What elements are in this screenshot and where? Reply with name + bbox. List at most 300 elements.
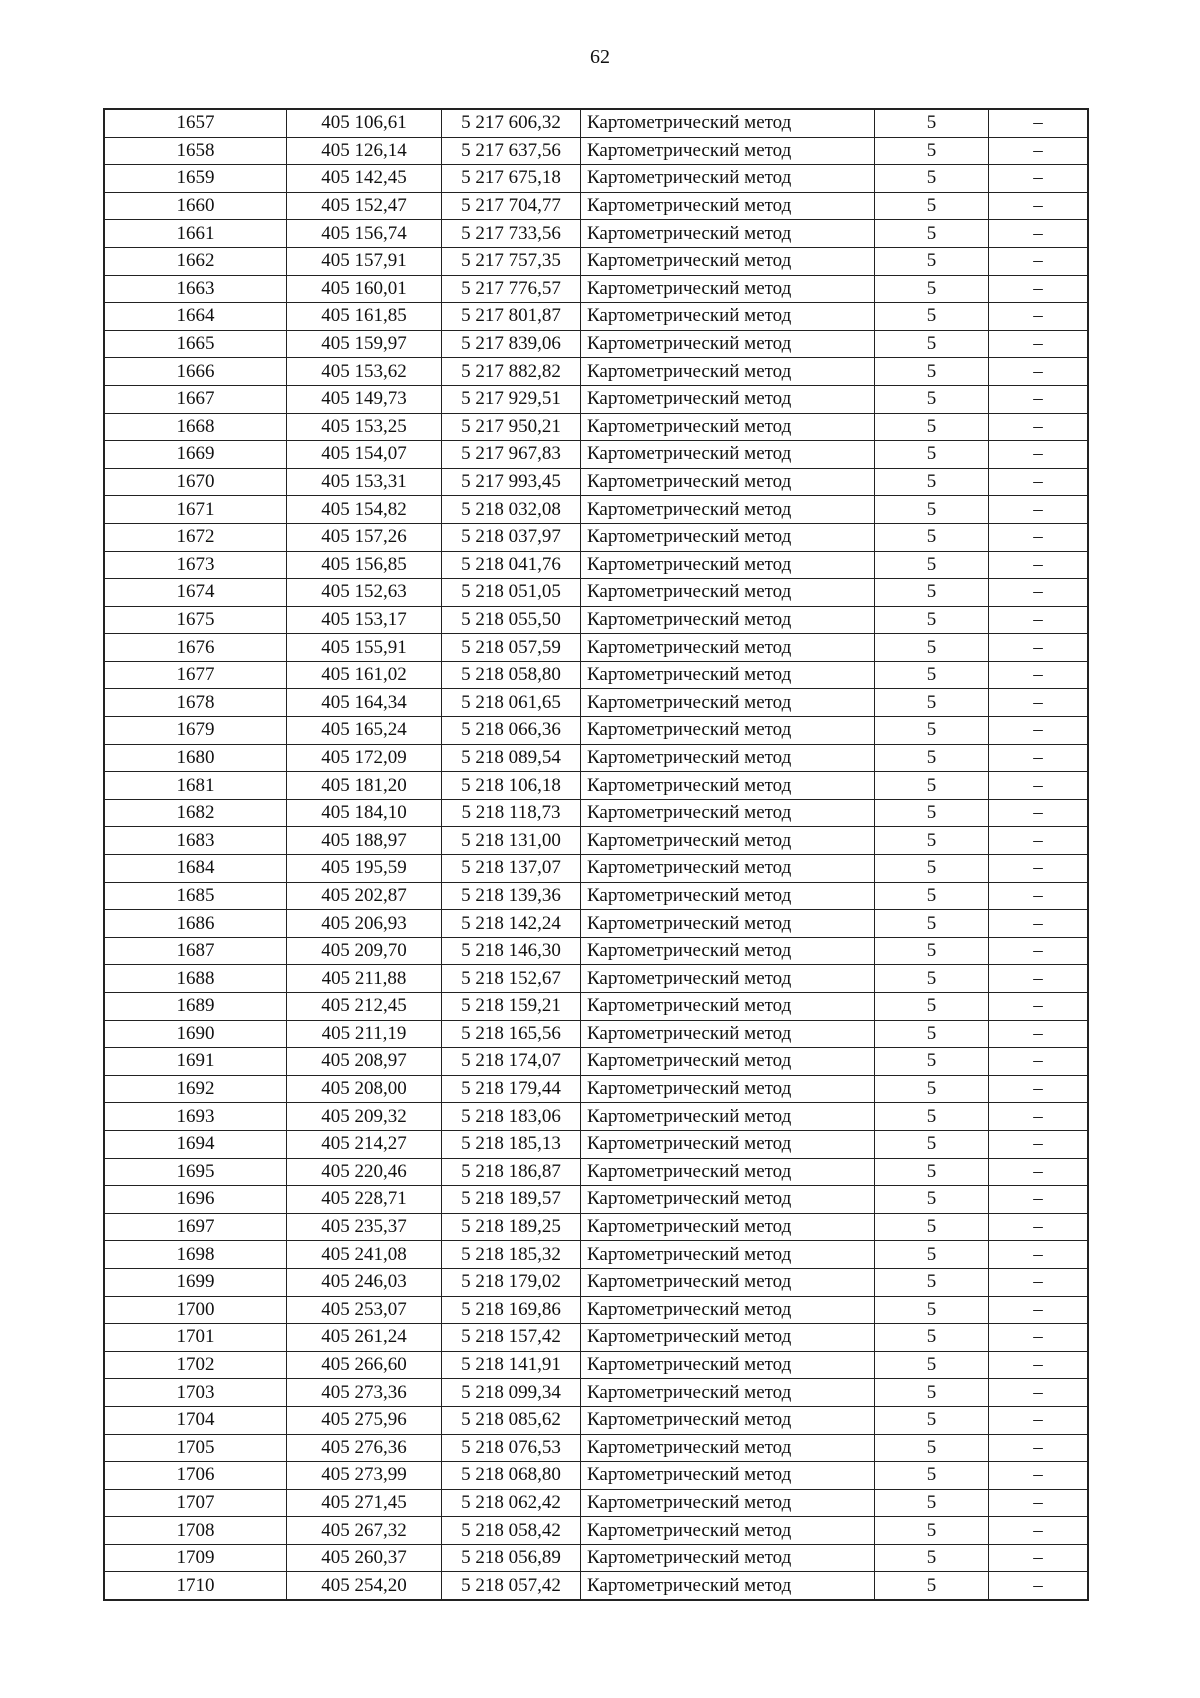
x-coordinate-cell: 405 126,14: [287, 137, 442, 165]
table-row: [104, 1406, 1088, 1434]
accuracy-cell: 5: [875, 937, 989, 965]
point-number-cell: 1699: [104, 1268, 287, 1296]
method-cell: Картометрический метод: [581, 799, 875, 827]
description-cell: –: [989, 1296, 1089, 1324]
table-row: [104, 1517, 1088, 1545]
method-cell: Картометрический метод: [581, 910, 875, 938]
table-row: [104, 1572, 1088, 1600]
x-coordinate-cell: 405 254,20: [287, 1572, 442, 1600]
point-number-cell: 1697: [104, 1213, 287, 1241]
description-cell: –: [989, 1075, 1089, 1103]
x-coordinate-cell: 405 276,36: [287, 1434, 442, 1462]
accuracy-cell: 5: [875, 717, 989, 745]
table-row: [104, 606, 1088, 634]
y-coordinate-cell: 5 218 142,24: [442, 910, 581, 938]
x-coordinate-cell: 405 208,97: [287, 1048, 442, 1076]
point-number-cell: 1692: [104, 1075, 287, 1103]
accuracy-cell: 5: [875, 1434, 989, 1462]
y-coordinate-cell: 5 218 165,56: [442, 1020, 581, 1048]
y-coordinate-cell: 5 218 062,42: [442, 1489, 581, 1517]
x-coordinate-cell: 405 220,46: [287, 1158, 442, 1186]
point-number-cell: 1677: [104, 661, 287, 689]
x-coordinate-cell: 405 154,07: [287, 441, 442, 469]
accuracy-cell: 5: [875, 1379, 989, 1407]
description-cell: –: [989, 1324, 1089, 1352]
table-row: [104, 1158, 1088, 1186]
point-number-cell: 1663: [104, 275, 287, 303]
point-number-cell: 1691: [104, 1048, 287, 1076]
y-coordinate-cell: 5 218 076,53: [442, 1434, 581, 1462]
point-number-cell: 1701: [104, 1324, 287, 1352]
accuracy-cell: 5: [875, 330, 989, 358]
method-cell: Картометрический метод: [581, 661, 875, 689]
description-cell: –: [989, 1544, 1089, 1572]
table-row: [104, 1379, 1088, 1407]
description-cell: –: [989, 579, 1089, 607]
point-number-cell: 1664: [104, 303, 287, 331]
point-number-cell: 1657: [104, 109, 287, 137]
description-cell: –: [989, 1241, 1089, 1269]
description-cell: –: [989, 937, 1089, 965]
method-cell: Картометрический метод: [581, 855, 875, 883]
point-number-cell: 1689: [104, 993, 287, 1021]
description-cell: –: [989, 882, 1089, 910]
table-row: [104, 689, 1088, 717]
description-cell: –: [989, 1462, 1089, 1490]
y-coordinate-cell: 5 218 179,02: [442, 1268, 581, 1296]
description-cell: –: [989, 413, 1089, 441]
accuracy-cell: 5: [875, 441, 989, 469]
accuracy-cell: 5: [875, 993, 989, 1021]
method-cell: Картометрический метод: [581, 385, 875, 413]
y-coordinate-cell: 5 217 637,56: [442, 137, 581, 165]
accuracy-cell: 5: [875, 1351, 989, 1379]
x-coordinate-cell: 405 211,88: [287, 965, 442, 993]
x-coordinate-cell: 405 211,19: [287, 1020, 442, 1048]
method-cell: Картометрический метод: [581, 441, 875, 469]
table-row: [104, 1434, 1088, 1462]
description-cell: –: [989, 1213, 1089, 1241]
x-coordinate-cell: 405 153,17: [287, 606, 442, 634]
method-cell: Картометрический метод: [581, 1103, 875, 1131]
description-cell: –: [989, 1268, 1089, 1296]
table-row: [104, 165, 1088, 193]
accuracy-cell: 5: [875, 1158, 989, 1186]
table-row: [104, 855, 1088, 883]
table-row: [104, 1020, 1088, 1048]
x-coordinate-cell: 405 159,97: [287, 330, 442, 358]
accuracy-cell: 5: [875, 385, 989, 413]
x-coordinate-cell: 405 235,37: [287, 1213, 442, 1241]
x-coordinate-cell: 405 156,74: [287, 220, 442, 248]
x-coordinate-cell: 405 206,93: [287, 910, 442, 938]
table-row: [104, 468, 1088, 496]
description-cell: –: [989, 1351, 1089, 1379]
accuracy-cell: 5: [875, 496, 989, 524]
accuracy-cell: 5: [875, 1020, 989, 1048]
x-coordinate-cell: 405 157,91: [287, 247, 442, 275]
point-number-cell: 1696: [104, 1186, 287, 1214]
x-coordinate-cell: 405 152,47: [287, 192, 442, 220]
table-row: [104, 717, 1088, 745]
x-coordinate-cell: 405 149,73: [287, 385, 442, 413]
description-cell: –: [989, 606, 1089, 634]
description-cell: –: [989, 717, 1089, 745]
x-coordinate-cell: 405 273,99: [287, 1462, 442, 1490]
y-coordinate-cell: 5 218 055,50: [442, 606, 581, 634]
table-row: [104, 1241, 1088, 1269]
method-cell: Картометрический метод: [581, 1186, 875, 1214]
x-coordinate-cell: 405 153,25: [287, 413, 442, 441]
point-number-cell: 1693: [104, 1103, 287, 1131]
x-coordinate-cell: 405 156,85: [287, 551, 442, 579]
y-coordinate-cell: 5 218 174,07: [442, 1048, 581, 1076]
table-row: [104, 1544, 1088, 1572]
method-cell: Картометрический метод: [581, 1158, 875, 1186]
method-cell: Картометрический метод: [581, 358, 875, 386]
description-cell: –: [989, 303, 1089, 331]
method-cell: Картометрический метод: [581, 496, 875, 524]
description-cell: –: [989, 1489, 1089, 1517]
y-coordinate-cell: 5 218 185,13: [442, 1130, 581, 1158]
method-cell: Картометрический метод: [581, 1324, 875, 1352]
accuracy-cell: 5: [875, 1048, 989, 1076]
point-number-cell: 1661: [104, 220, 287, 248]
description-cell: –: [989, 634, 1089, 662]
point-number-cell: 1659: [104, 165, 287, 193]
description-cell: –: [989, 689, 1089, 717]
method-cell: Картометрический метод: [581, 1434, 875, 1462]
accuracy-cell: 5: [875, 275, 989, 303]
accuracy-cell: 5: [875, 523, 989, 551]
point-number-cell: 1698: [104, 1241, 287, 1269]
description-cell: –: [989, 330, 1089, 358]
x-coordinate-cell: 405 106,61: [287, 109, 442, 137]
x-coordinate-cell: 405 202,87: [287, 882, 442, 910]
method-cell: Картометрический метод: [581, 579, 875, 607]
y-coordinate-cell: 5 218 058,42: [442, 1517, 581, 1545]
table-row: [104, 1268, 1088, 1296]
y-coordinate-cell: 5 218 186,87: [442, 1158, 581, 1186]
accuracy-cell: 5: [875, 468, 989, 496]
point-number-cell: 1684: [104, 855, 287, 883]
description-cell: –: [989, 855, 1089, 883]
method-cell: Картометрический метод: [581, 1572, 875, 1600]
method-cell: Картометрический метод: [581, 772, 875, 800]
point-number-cell: 1705: [104, 1434, 287, 1462]
description-cell: –: [989, 385, 1089, 413]
table-row: [104, 965, 1088, 993]
y-coordinate-cell: 5 218 139,36: [442, 882, 581, 910]
method-cell: Картометрический метод: [581, 247, 875, 275]
description-cell: –: [989, 1048, 1089, 1076]
y-coordinate-cell: 5 217 967,83: [442, 441, 581, 469]
method-cell: Картометрический метод: [581, 109, 875, 137]
method-cell: Картометрический метод: [581, 1241, 875, 1269]
accuracy-cell: 5: [875, 413, 989, 441]
y-coordinate-cell: 5 218 179,44: [442, 1075, 581, 1103]
accuracy-cell: 5: [875, 1544, 989, 1572]
x-coordinate-cell: 405 161,02: [287, 661, 442, 689]
table-row: [104, 579, 1088, 607]
table-row: [104, 551, 1088, 579]
description-cell: –: [989, 1186, 1089, 1214]
method-cell: Картометрический метод: [581, 1268, 875, 1296]
x-coordinate-cell: 405 184,10: [287, 799, 442, 827]
table-row: [104, 744, 1088, 772]
method-cell: Картометрический метод: [581, 1379, 875, 1407]
point-number-cell: 1672: [104, 523, 287, 551]
description-cell: –: [989, 827, 1089, 855]
method-cell: Картометрический метод: [581, 1020, 875, 1048]
x-coordinate-cell: 405 161,85: [287, 303, 442, 331]
point-number-cell: 1708: [104, 1517, 287, 1545]
y-coordinate-cell: 5 218 037,97: [442, 523, 581, 551]
accuracy-cell: 5: [875, 772, 989, 800]
point-number-cell: 1710: [104, 1572, 287, 1600]
y-coordinate-cell: 5 218 169,86: [442, 1296, 581, 1324]
method-cell: Картометрический метод: [581, 137, 875, 165]
x-coordinate-cell: 405 246,03: [287, 1268, 442, 1296]
point-number-cell: 1695: [104, 1158, 287, 1186]
description-cell: –: [989, 1103, 1089, 1131]
description-cell: –: [989, 468, 1089, 496]
y-coordinate-cell: 5 217 839,06: [442, 330, 581, 358]
method-cell: Картометрический метод: [581, 1544, 875, 1572]
accuracy-cell: 5: [875, 882, 989, 910]
method-cell: Картометрический метод: [581, 1462, 875, 1490]
method-cell: Картометрический метод: [581, 634, 875, 662]
table-row: [104, 303, 1088, 331]
description-cell: –: [989, 1434, 1089, 1462]
x-coordinate-cell: 405 208,00: [287, 1075, 442, 1103]
table-row: [104, 358, 1088, 386]
y-coordinate-cell: 5 217 950,21: [442, 413, 581, 441]
y-coordinate-cell: 5 217 704,77: [442, 192, 581, 220]
y-coordinate-cell: 5 218 146,30: [442, 937, 581, 965]
point-number-cell: 1683: [104, 827, 287, 855]
accuracy-cell: 5: [875, 1103, 989, 1131]
method-cell: Картометрический метод: [581, 1406, 875, 1434]
accuracy-cell: 5: [875, 303, 989, 331]
table-row: [104, 220, 1088, 248]
y-coordinate-cell: 5 218 189,57: [442, 1186, 581, 1214]
y-coordinate-cell: 5 218 032,08: [442, 496, 581, 524]
table-row: [104, 441, 1088, 469]
table-row: [104, 937, 1088, 965]
point-number-cell: 1687: [104, 937, 287, 965]
description-cell: –: [989, 1572, 1089, 1600]
table-row: [104, 109, 1088, 137]
table-row: [104, 882, 1088, 910]
point-number-cell: 1679: [104, 717, 287, 745]
point-number-cell: 1662: [104, 247, 287, 275]
table-row: [104, 634, 1088, 662]
accuracy-cell: 5: [875, 1241, 989, 1269]
point-number-cell: 1688: [104, 965, 287, 993]
accuracy-cell: 5: [875, 1296, 989, 1324]
x-coordinate-cell: 405 261,24: [287, 1324, 442, 1352]
accuracy-cell: 5: [875, 1517, 989, 1545]
y-coordinate-cell: 5 217 733,56: [442, 220, 581, 248]
x-coordinate-cell: 405 212,45: [287, 993, 442, 1021]
method-cell: Картометрический метод: [581, 1351, 875, 1379]
y-coordinate-cell: 5 218 099,34: [442, 1379, 581, 1407]
table-row: [104, 1213, 1088, 1241]
y-coordinate-cell: 5 218 137,07: [442, 855, 581, 883]
x-coordinate-cell: 405 165,24: [287, 717, 442, 745]
point-number-cell: 1669: [104, 441, 287, 469]
x-coordinate-cell: 405 214,27: [287, 1130, 442, 1158]
description-cell: –: [989, 137, 1089, 165]
y-coordinate-cell: 5 218 152,67: [442, 965, 581, 993]
description-cell: –: [989, 799, 1089, 827]
x-coordinate-cell: 405 160,01: [287, 275, 442, 303]
y-coordinate-cell: 5 218 185,32: [442, 1241, 581, 1269]
table-row: [104, 1351, 1088, 1379]
method-cell: Картометрический метод: [581, 717, 875, 745]
y-coordinate-cell: 5 218 056,89: [442, 1544, 581, 1572]
table-row: [104, 523, 1088, 551]
accuracy-cell: 5: [875, 1268, 989, 1296]
y-coordinate-cell: 5 217 801,87: [442, 303, 581, 331]
y-coordinate-cell: 5 218 051,05: [442, 579, 581, 607]
method-cell: Картометрический метод: [581, 993, 875, 1021]
table-row: [104, 192, 1088, 220]
x-coordinate-cell: 405 188,97: [287, 827, 442, 855]
description-cell: –: [989, 1406, 1089, 1434]
method-cell: Картометрический метод: [581, 1048, 875, 1076]
y-coordinate-cell: 5 218 058,80: [442, 661, 581, 689]
y-coordinate-cell: 5 218 085,62: [442, 1406, 581, 1434]
x-coordinate-cell: 405 271,45: [287, 1489, 442, 1517]
table-row: [104, 799, 1088, 827]
point-number-cell: 1668: [104, 413, 287, 441]
table-row: [104, 1075, 1088, 1103]
accuracy-cell: 5: [875, 358, 989, 386]
point-number-cell: 1678: [104, 689, 287, 717]
table-row: [104, 661, 1088, 689]
description-cell: –: [989, 165, 1089, 193]
y-coordinate-cell: 5 218 041,76: [442, 551, 581, 579]
y-coordinate-cell: 5 218 057,59: [442, 634, 581, 662]
point-number-cell: 1675: [104, 606, 287, 634]
table-row: [104, 1048, 1088, 1076]
y-coordinate-cell: 5 217 929,51: [442, 385, 581, 413]
x-coordinate-cell: 405 164,34: [287, 689, 442, 717]
x-coordinate-cell: 405 273,36: [287, 1379, 442, 1407]
method-cell: Картометрический метод: [581, 1489, 875, 1517]
x-coordinate-cell: 405 152,63: [287, 579, 442, 607]
point-number-cell: 1680: [104, 744, 287, 772]
description-cell: –: [989, 1130, 1089, 1158]
table-row: [104, 275, 1088, 303]
y-coordinate-cell: 5 218 118,73: [442, 799, 581, 827]
method-cell: Картометрический метод: [581, 192, 875, 220]
x-coordinate-cell: 405 153,62: [287, 358, 442, 386]
accuracy-cell: 5: [875, 1406, 989, 1434]
table-row: [104, 772, 1088, 800]
method-cell: Картометрический метод: [581, 882, 875, 910]
accuracy-cell: 5: [875, 661, 989, 689]
method-cell: Картометрический метод: [581, 1130, 875, 1158]
description-cell: –: [989, 551, 1089, 579]
y-coordinate-cell: 5 218 131,00: [442, 827, 581, 855]
method-cell: Картометрический метод: [581, 303, 875, 331]
y-coordinate-cell: 5 218 141,91: [442, 1351, 581, 1379]
method-cell: Картометрический метод: [581, 330, 875, 358]
point-number-cell: 1709: [104, 1544, 287, 1572]
y-coordinate-cell: 5 218 189,25: [442, 1213, 581, 1241]
description-cell: –: [989, 661, 1089, 689]
description-cell: –: [989, 109, 1089, 137]
method-cell: Картометрический метод: [581, 1075, 875, 1103]
point-number-cell: 1671: [104, 496, 287, 524]
accuracy-cell: 5: [875, 799, 989, 827]
accuracy-cell: 5: [875, 965, 989, 993]
accuracy-cell: 5: [875, 855, 989, 883]
accuracy-cell: 5: [875, 1186, 989, 1214]
accuracy-cell: 5: [875, 109, 989, 137]
description-cell: –: [989, 441, 1089, 469]
table-row: [104, 330, 1088, 358]
y-coordinate-cell: 5 218 089,54: [442, 744, 581, 772]
point-number-cell: 1682: [104, 799, 287, 827]
description-cell: –: [989, 1020, 1089, 1048]
point-number-cell: 1700: [104, 1296, 287, 1324]
accuracy-cell: 5: [875, 1075, 989, 1103]
table-row: [104, 1103, 1088, 1131]
method-cell: Картометрический метод: [581, 1296, 875, 1324]
method-cell: Картометрический метод: [581, 1517, 875, 1545]
point-number-cell: 1674: [104, 579, 287, 607]
accuracy-cell: 5: [875, 165, 989, 193]
point-number-cell: 1703: [104, 1379, 287, 1407]
table-row: [104, 1324, 1088, 1352]
accuracy-cell: 5: [875, 1572, 989, 1600]
x-coordinate-cell: 405 266,60: [287, 1351, 442, 1379]
table-row: [104, 247, 1088, 275]
y-coordinate-cell: 5 217 776,57: [442, 275, 581, 303]
description-cell: –: [989, 192, 1089, 220]
point-number-cell: 1673: [104, 551, 287, 579]
method-cell: Картометрический метод: [581, 606, 875, 634]
method-cell: Картометрический метод: [581, 689, 875, 717]
x-coordinate-cell: 405 155,91: [287, 634, 442, 662]
description-cell: –: [989, 496, 1089, 524]
x-coordinate-cell: 405 142,45: [287, 165, 442, 193]
description-cell: –: [989, 247, 1089, 275]
y-coordinate-cell: 5 218 061,65: [442, 689, 581, 717]
description-cell: –: [989, 772, 1089, 800]
description-cell: –: [989, 1517, 1089, 1545]
point-number-cell: 1665: [104, 330, 287, 358]
point-number-cell: 1694: [104, 1130, 287, 1158]
x-coordinate-cell: 405 275,96: [287, 1406, 442, 1434]
point-number-cell: 1676: [104, 634, 287, 662]
table-row: [104, 496, 1088, 524]
x-coordinate-cell: 405 154,82: [287, 496, 442, 524]
x-coordinate-cell: 405 260,37: [287, 1544, 442, 1572]
y-coordinate-cell: 5 218 066,36: [442, 717, 581, 745]
method-cell: Картометрический метод: [581, 965, 875, 993]
description-cell: –: [989, 275, 1089, 303]
point-number-cell: 1706: [104, 1462, 287, 1490]
table-row: [104, 1489, 1088, 1517]
accuracy-cell: 5: [875, 1213, 989, 1241]
method-cell: Картометрический метод: [581, 1213, 875, 1241]
point-number-cell: 1660: [104, 192, 287, 220]
